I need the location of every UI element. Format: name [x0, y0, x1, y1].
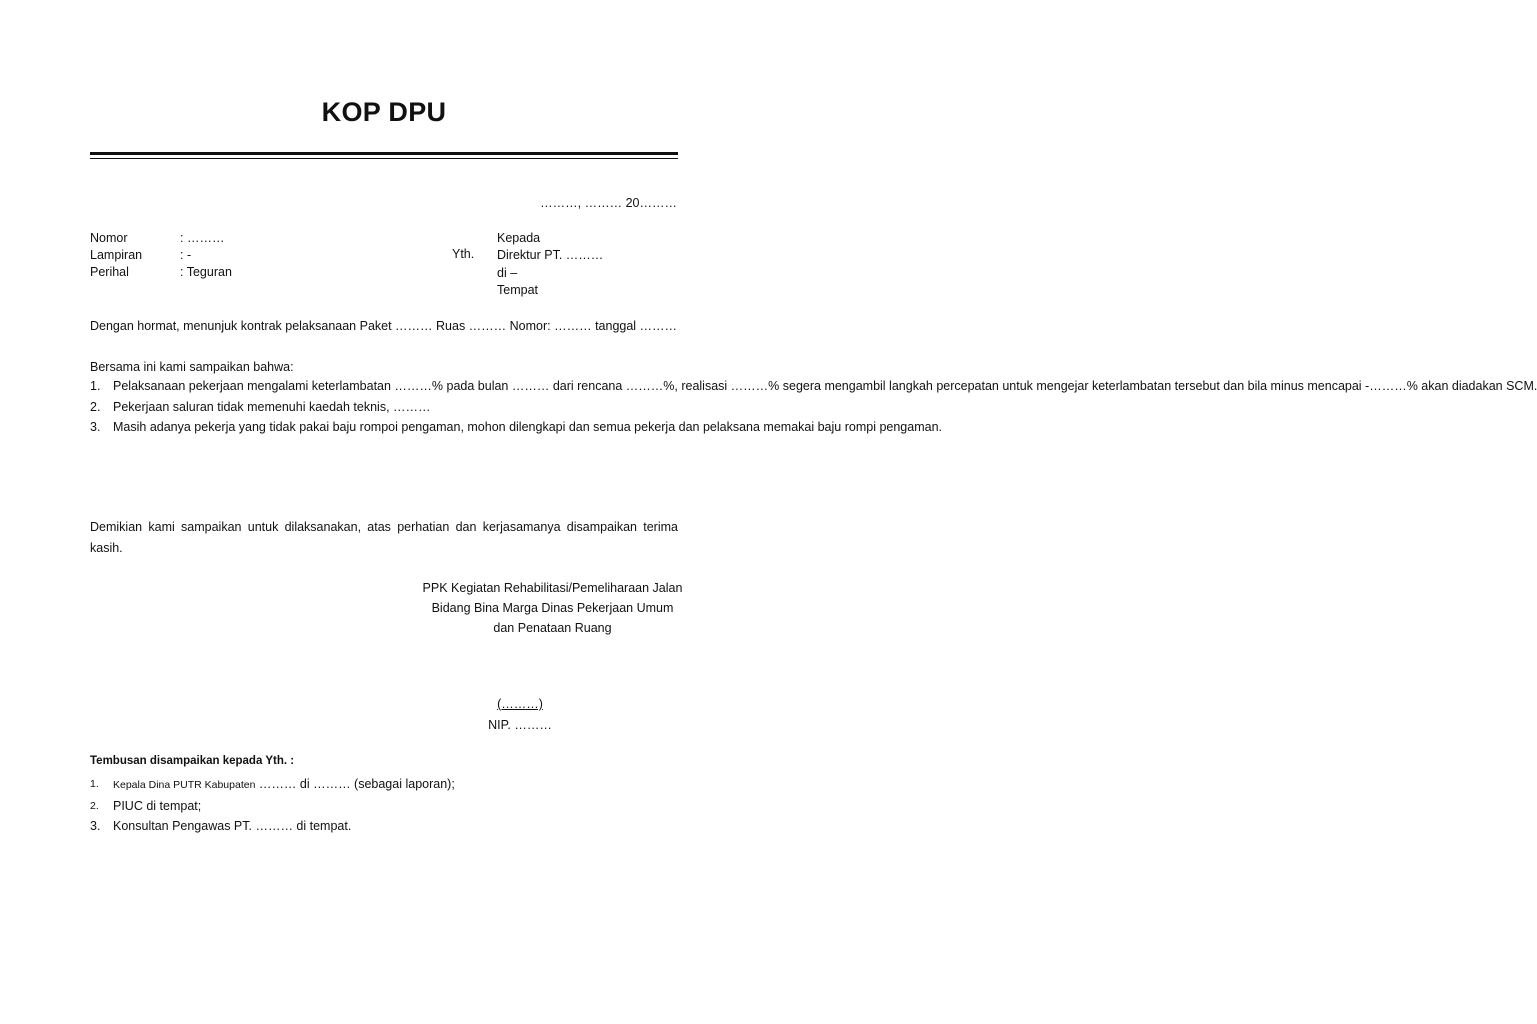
list-item: [90, 376, 1537, 397]
signature-line-1: PPK Kegiatan Rehabilitasi/Pemeliharaan Jalan: [422, 581, 683, 595]
signature-line-2: Bidang Bina Marga Dinas Pekerjaan Umum: [431, 601, 674, 615]
list-item-text: ……… di ……… (sebagai laporan);: [255, 777, 455, 791]
list-item-text: Pekerjaan saluran tidak memenuhi kaedah teknis, ………: [113, 399, 431, 414]
list-item-text: Masih adanya pekerja yang tidak pakai baju rompoi pengaman, mohon dilengkapi dan semua pekerja dan pelaksana memakai baju rompi pengaman.: [113, 420, 942, 434]
list-item: [90, 816, 678, 837]
signatory-name: (………): [497, 697, 543, 711]
recipient-line-1: Kepada: [497, 231, 541, 245]
list-item-number: 1.: [90, 778, 99, 790]
tembusan-list: [90, 774, 678, 837]
list-item: [90, 796, 678, 817]
closing-paragraph: Demikian kami sampaikan untuk dilaksanakan, atas perhatian dan kerjasamanya disampaikan terima kasih.: [90, 520, 678, 555]
letterhead-title: KOP DPU: [321, 97, 447, 127]
opening-paragraph: Dengan hormat, menunjuk kontrak pelaksanaan Paket ……… Ruas ……… Nomor: ……… tanggal ………: [90, 319, 678, 333]
list-item-text: Pelaksanaan pekerjaan mengalami keterlambatan ………% pada bulan ……… dari rencana ………%, realisasi ………% segera mengambil langkah percepatan untuk mengejar keterlambatan tersebut dan bila minus mencapai -………% akan diadakan SCM.: [113, 379, 1537, 393]
perihal-label: Perihal: [90, 265, 129, 279]
list-item: [90, 774, 678, 796]
list-item-number: 3.: [90, 819, 101, 833]
list-item-number: 1.: [90, 379, 101, 393]
list-item-number: 2.: [90, 399, 101, 414]
list-item: [90, 397, 678, 418]
letterhead-thin-rule: [90, 158, 678, 159]
lampiran-label: Lampiran: [90, 248, 143, 262]
list-item-text: PIUC di tempat;: [113, 798, 202, 813]
intro-line: Bersama ini kami sampaikan bahwa:: [90, 360, 294, 374]
list-item-number: 2.: [90, 799, 99, 812]
list-item-number: 3.: [90, 420, 101, 434]
list-item-prefix: Kepala Dina PUTR Kabupaten: [113, 779, 256, 791]
tembusan-title: Tembusan disampaikan kepada Yth. :: [90, 755, 295, 767]
date-line: ………, ……… 20………: [540, 196, 677, 210]
recipient-line-2: Direktur PT. ………: [497, 248, 604, 262]
list-item: [90, 417, 942, 438]
recipient-line-3: di –: [497, 266, 518, 280]
nomor-label: Nomor: [90, 231, 128, 245]
recipient-line-4: Tempat: [497, 283, 538, 297]
signatory-nip: NIP. ………: [488, 718, 552, 732]
signature-line-3: dan Penataan Ruang: [493, 621, 612, 635]
points-list: [90, 376, 1537, 438]
letterhead-thick-rule: [90, 152, 678, 155]
list-item-text: Konsultan Pengawas PT. ……… di tempat.: [113, 819, 352, 833]
nomor-value: : ………: [180, 231, 225, 245]
lampiran-value: : -: [180, 248, 192, 262]
recipient-yth: Yth.: [452, 247, 475, 261]
perihal-value: : Teguran: [180, 265, 232, 279]
